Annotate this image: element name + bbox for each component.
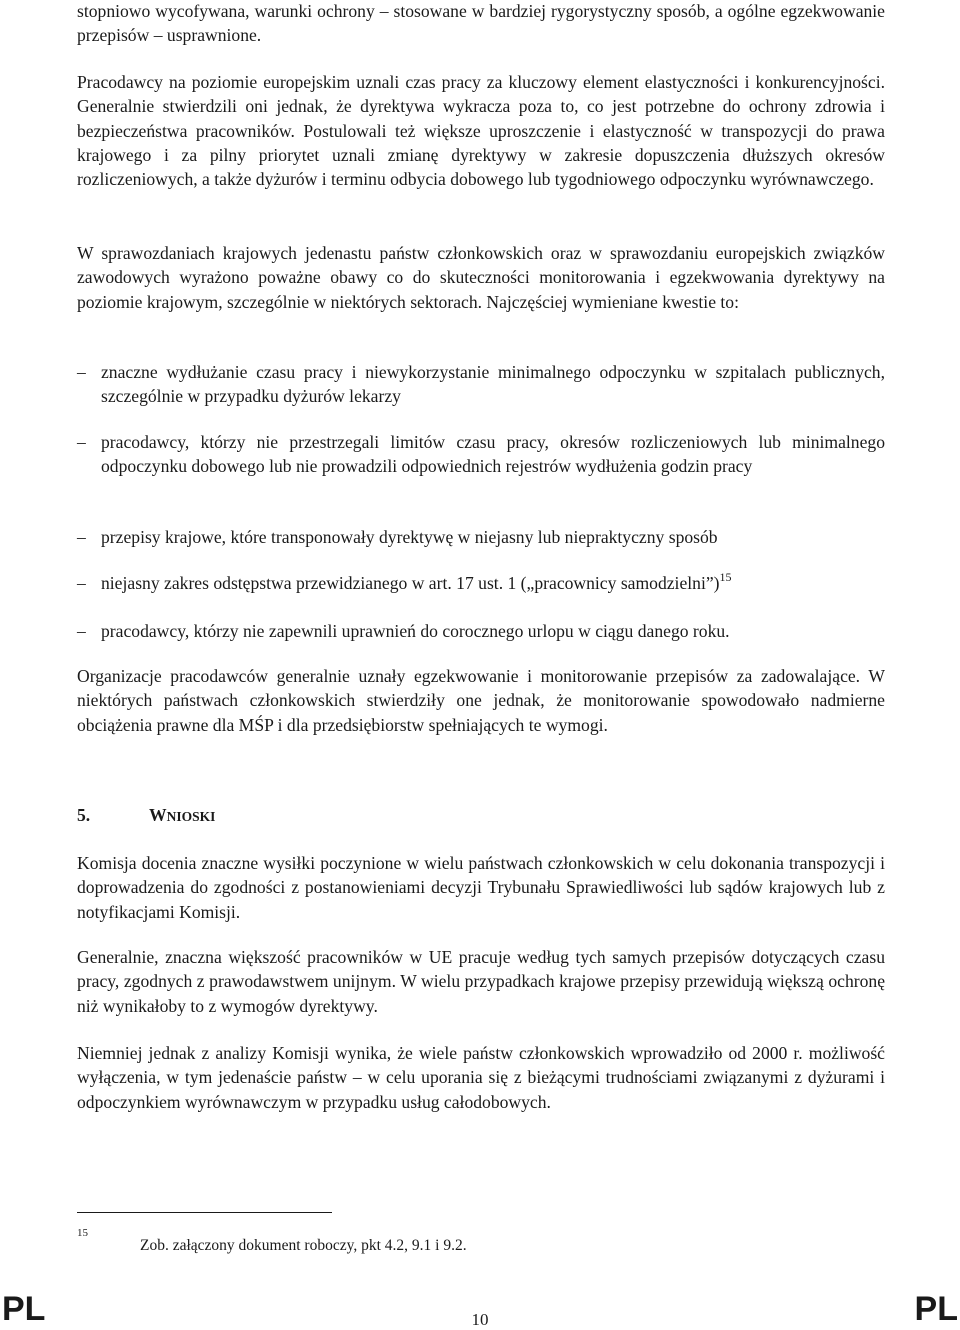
footnote-number: 15 bbox=[77, 1227, 88, 1239]
dash-bullet: – bbox=[77, 527, 86, 547]
paragraph-5: Komisja docenia znaczne wysiłki poczynione w wielu państwach członkowskich w celu dokonania transpozycji i doprowadzenia do zgodności z postanowieniami decyzji Trybunału Sprawiedliwości lub sądów krajowych lub z notyfikacjami Komisji. bbox=[77, 853, 885, 922]
list-item-text: pracodawcy, którzy nie przestrzegali limitów czasu pracy, okresów rozliczeniowych lub minimalnego odpoczynku dobowego lub nie prowadzili odpowiednich rejestrów wydłużenia godzin pracy bbox=[101, 432, 885, 477]
list-item-4-text: niejasny zakres odstępstwa przewidzianego w art. 17 ust. 1 („pracownicy samodzielni”) bbox=[101, 573, 720, 593]
dash-bullet: – bbox=[77, 573, 86, 593]
list-item-text: znaczne wydłużanie czasu pracy i niewykorzystanie minimalnego odpoczynku w szpitalach publicznych, szczególnie w przypadku dyżurów lekarzy bbox=[101, 362, 885, 407]
footnote-reference[interactable]: 15 bbox=[719, 570, 732, 584]
footnote-text: Zob. załączony dokument roboczy, pkt 4.2, 9.1 i 9.2. bbox=[140, 1237, 467, 1254]
section-heading bbox=[77, 805, 215, 826]
dash-bullet: – bbox=[77, 432, 86, 452]
page-number: 10 bbox=[471, 1310, 489, 1329]
paragraph-6: Generalnie, znaczna większość pracowników w UE pracuje według tych samych przepisów dotyczących czasu pracy, zgodnych z prawodawstwem unijnym. W wielu przypadkach krajowe przepisy przewidują większą ochronę niż wynikałoby to z wymogów dyrektywy. bbox=[77, 947, 885, 1016]
paragraph-4: Organizacje pracodawców generalnie uznały egzekwowanie i monitorowanie przepisów za zadowalające. W niektórych państwach członkowskich stwierdziły one jednak, że monitorowanie spowodowało nadmierne obciążenia prawne dla MŚP i dla przedsiębiorstw spełniających te wymogi. bbox=[77, 666, 885, 735]
paragraph-1: stopniowo wycofywana, warunki ochrony – stosowane w bardziej rygorystyczny sposób, a ogólne egzekwowanie przepisów – usprawnione. bbox=[77, 1, 885, 46]
list-item-text: przepisy krajowe, które transponowały dyrektywę w niejasny lub niepraktyczny sposób bbox=[101, 527, 718, 547]
footer-language-left: PL bbox=[2, 1290, 46, 1328]
section-title-initial: W bbox=[149, 805, 167, 825]
footnote-divider bbox=[77, 1212, 332, 1213]
section-number: 5. bbox=[77, 805, 91, 825]
dash-bullet: – bbox=[77, 362, 86, 382]
list-item-text bbox=[101, 571, 885, 595]
paragraph-2: Pracodawcy na poziomie europejskim uznali czas pracy za kluczowy element elastyczności i konkurencyjności. Generalnie stwierdzili oni jednak, że dyrektywa wykracza poza to, co jest potrzebne do ochrony zdrowia i bezpieczeństwa pracowników. Postulowali też większe uproszczenie i elastyczność w transpozycji do prawa krajowego i za pilny priorytet uznali zmianę dyrektywy w zakresie dopuszczenia dłuższych okresów rozliczeniowych, a także dyżurów i terminu odbycia dobowego lub tygodniowego odpoczynku wyrównawczego. bbox=[77, 72, 885, 190]
paragraph-7: Niemniej jednak z analizy Komisji wynika, że wiele państw członkowskich wprowadziło od 2000 r. możliwość wyłączenia, w tym jedenaście państw – w celu uporania się z bieżącymi trudnościami związanymi z dyżurami i odpoczynkiem wyrównawczym w przypadku usług całodobowych. bbox=[77, 1043, 885, 1112]
section-title-rest: NIOSKI bbox=[166, 809, 216, 824]
list-item-text: pracodawcy, którzy nie zapewnili uprawnień do corocznego urlopu w ciągu danego roku. bbox=[101, 621, 730, 641]
dash-bullet: – bbox=[77, 621, 86, 641]
footer-language-right: PL bbox=[914, 1290, 958, 1328]
paragraph-3: W sprawozdaniach krajowych jedenastu państw członkowskich oraz w sprawozdaniu europejskich związków zawodowych wyrażono poważne obawy co do skuteczności monitorowania i egzekwowania dyrektywy na poziomie krajowym, szczególnie w niektórych sektorach. Najczęściej wymieniane kwestie to: bbox=[77, 243, 885, 312]
